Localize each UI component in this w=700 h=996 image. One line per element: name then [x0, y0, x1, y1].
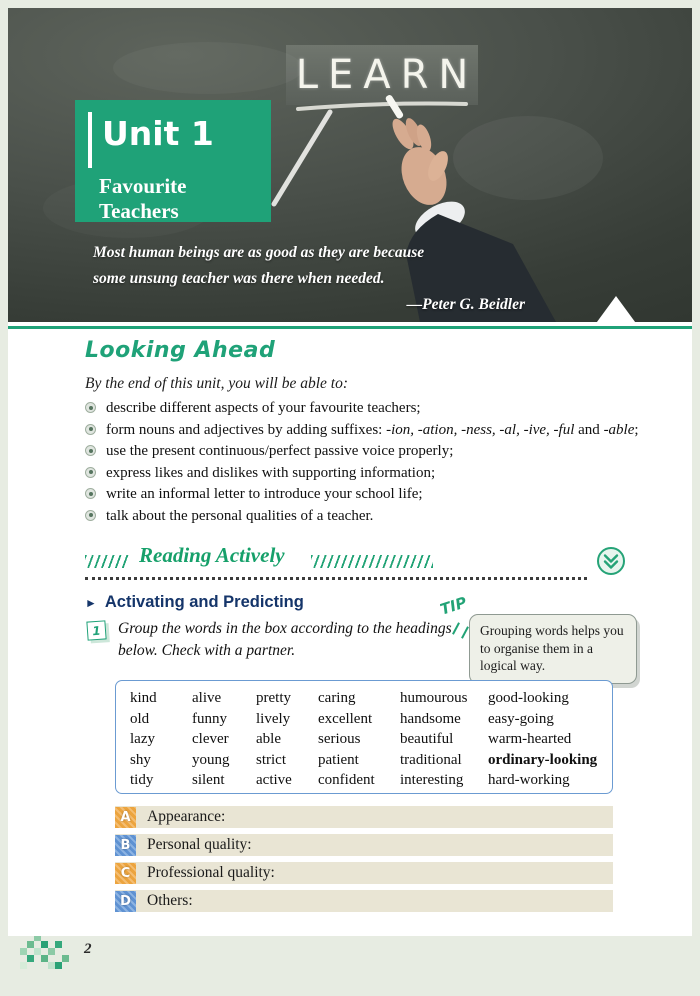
quote-line: some unsung teacher was there when needed. — [93, 270, 385, 287]
triangle-bullet-icon: ► — [85, 596, 97, 610]
hatch-decoration-left — [85, 555, 129, 568]
word-item: old — [130, 710, 150, 727]
bullet-icon — [85, 488, 96, 499]
hatch-decoration-right — [311, 555, 433, 568]
word-item: serious — [318, 731, 361, 747]
word-item: funny — [192, 710, 227, 727]
word-item: traditional — [400, 751, 462, 768]
word-item: kind — [130, 690, 157, 706]
category-badge: C — [115, 863, 136, 884]
word-grid — [116, 681, 612, 791]
word-box — [115, 680, 613, 794]
tip-callout-box: Grouping words helps you to organise them in a logical way. — [469, 614, 637, 684]
objective-item — [85, 422, 639, 438]
word-item: humourous — [400, 690, 468, 706]
word-item: silent — [192, 772, 225, 788]
subsection-heading — [85, 593, 304, 612]
word-item: strict — [256, 751, 286, 768]
category-row-b[interactable] — [115, 834, 613, 856]
unit-banner — [75, 100, 271, 222]
bullet-icon — [85, 467, 96, 478]
word-item: tidy — [130, 772, 154, 788]
objective-item — [85, 486, 639, 502]
dotted-divider — [85, 577, 587, 580]
unit-number: Unit 1 — [102, 114, 214, 153]
task-instruction — [118, 618, 463, 662]
bullet-icon — [85, 445, 96, 456]
objective-item — [85, 508, 639, 524]
chalk-underline-stroke — [298, 104, 466, 109]
category-badge: D — [115, 891, 136, 912]
word-item: excellent — [318, 710, 373, 727]
page-number: 2 — [84, 941, 92, 957]
category-row-a[interactable] — [115, 806, 613, 828]
word-item: shy — [130, 751, 151, 768]
content-area — [8, 322, 692, 936]
objective-item — [85, 400, 639, 416]
word-item: alive — [192, 690, 222, 706]
word-item: caring — [318, 690, 356, 706]
word-item: pretty — [256, 690, 291, 706]
category-label: Appearance: — [147, 808, 226, 825]
objective-text: write an informal letter to introduce your school life; — [106, 486, 423, 502]
word-item: lively — [256, 710, 291, 727]
objective-text: form nouns and adjectives by adding suffixes: -ion, -ation, -ness, -al, -ive, -ful and -able; — [106, 421, 639, 438]
category-row-c[interactable] — [115, 862, 613, 884]
word-item: hard-working — [488, 772, 570, 788]
word-item: young — [192, 751, 230, 768]
board-word-learn: LEARN — [295, 52, 479, 98]
word-item: handsome — [400, 710, 461, 727]
word-item: easy-going — [488, 710, 554, 727]
word-item: good-looking — [488, 690, 569, 706]
category-row-d[interactable] — [115, 890, 613, 912]
objective-text: talk about the personal qualities of a teacher. — [106, 507, 374, 524]
category-label: Personal quality: — [147, 836, 252, 853]
task-number-icon: 1 — [86, 620, 106, 640]
category-label: Professional quality: — [147, 864, 275, 881]
reading-actively-title: Reading Actively — [139, 543, 285, 567]
objective-text: express likes and dislikes with supporting information; — [106, 464, 436, 481]
word-item: ordinary-looking — [488, 751, 598, 768]
objective-text: use the present continuous/perfect passive voice properly; — [106, 443, 454, 459]
bullet-icon — [85, 424, 96, 435]
bullet-icon — [85, 510, 96, 521]
objective-text: describe different aspects of your favourite teachers; — [106, 400, 421, 416]
word-item: confident — [318, 772, 375, 788]
category-label: Others: — [147, 892, 193, 909]
white-triangle-notch — [594, 296, 638, 326]
chalk-diagonal-stroke — [274, 112, 330, 204]
task-instruction-line: Group the words in the box according to the headings — [118, 620, 452, 637]
quote-attribution: —Peter G. Beidler — [406, 296, 525, 313]
word-item: lazy — [130, 731, 155, 747]
unit-title: Favourite Teachers — [99, 174, 187, 223]
bullet-icon — [85, 402, 96, 413]
objective-item — [85, 465, 639, 481]
word-item: active — [256, 772, 292, 788]
tip-label: TIP — [437, 593, 469, 619]
word-item: patient — [318, 751, 359, 768]
quote-line: Most human beings are as good as they are because — [93, 244, 425, 261]
word-item: interesting — [400, 772, 464, 788]
subsection-title: Activating and Predicting — [104, 593, 304, 611]
word-item: beautiful — [400, 731, 454, 747]
banner-accent-line — [88, 112, 92, 168]
objective-item — [85, 443, 639, 459]
double-chevron-down-icon[interactable] — [596, 546, 626, 576]
quote-block — [93, 240, 525, 318]
objectives-list — [85, 400, 639, 529]
category-answer-rows — [115, 806, 613, 918]
category-badge: A — [115, 807, 136, 828]
chalk-stick — [385, 94, 405, 120]
looking-ahead-intro: By the end of this unit, you will be able to: — [85, 375, 349, 392]
word-item: clever — [192, 731, 229, 747]
looking-ahead-title: Looking Ahead — [85, 338, 276, 363]
category-badge: B — [115, 835, 136, 856]
task-instruction-line: below. Check with a partner. — [118, 642, 296, 659]
word-item: able — [256, 731, 281, 747]
green-divider-line — [8, 326, 692, 329]
word-item: warm-hearted — [488, 731, 572, 747]
